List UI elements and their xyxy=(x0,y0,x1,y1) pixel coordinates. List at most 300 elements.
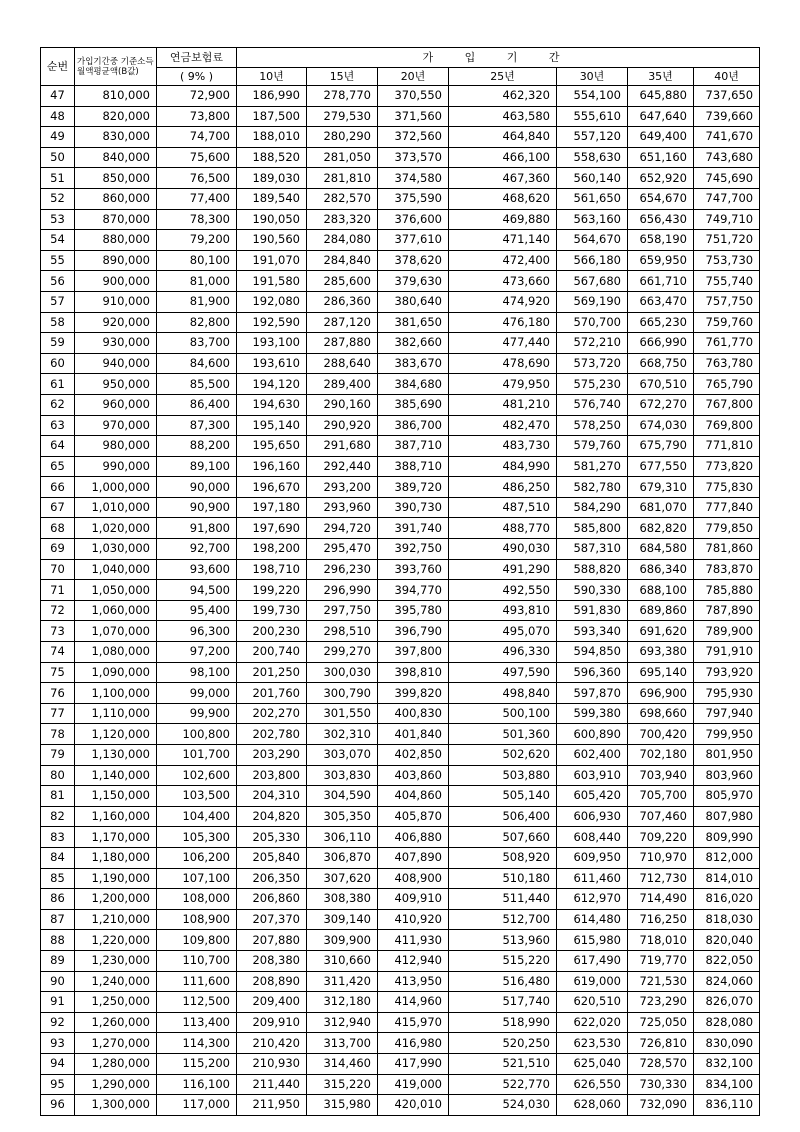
period-30y-cell: 619,000 xyxy=(557,971,628,992)
period-15y-cell: 315,980 xyxy=(307,1095,378,1116)
period-20y-cell: 382,660 xyxy=(378,333,449,354)
period-25y-cell: 473,660 xyxy=(449,271,557,292)
period-40y-cell: 751,720 xyxy=(694,230,760,251)
table-row xyxy=(41,456,760,477)
period-35y-cell: 645,880 xyxy=(628,86,694,107)
seq-cell: 71 xyxy=(41,580,75,601)
period-35y-cell: 659,950 xyxy=(628,250,694,271)
period-35y-cell: 714,490 xyxy=(628,889,694,910)
period-10y-cell: 195,650 xyxy=(237,436,307,457)
premium-cell: 94,500 xyxy=(157,580,237,601)
premium-cell: 114,300 xyxy=(157,1033,237,1054)
premium-cell: 109,800 xyxy=(157,930,237,951)
period-15y-cell: 290,160 xyxy=(307,394,378,415)
premium-cell: 103,500 xyxy=(157,786,237,807)
income-cell: 1,230,000 xyxy=(75,950,157,971)
period-15y-cell: 282,570 xyxy=(307,188,378,209)
period-25y-cell: 469,880 xyxy=(449,209,557,230)
period-20y-cell: 404,860 xyxy=(378,786,449,807)
period-20y-cell: 400,830 xyxy=(378,703,449,724)
period-25y-cell: 482,470 xyxy=(449,415,557,436)
period-40y-cell: 803,960 xyxy=(694,765,760,786)
period-15y-cell: 314,460 xyxy=(307,1053,378,1074)
period-30y-cell: 590,330 xyxy=(557,580,628,601)
seq-cell: 90 xyxy=(41,971,75,992)
period-20y-cell: 396,790 xyxy=(378,621,449,642)
income-cell: 1,080,000 xyxy=(75,642,157,663)
period-40y-cell: 763,780 xyxy=(694,353,760,374)
period-10y-cell: 187,500 xyxy=(237,106,307,127)
income-cell: 840,000 xyxy=(75,147,157,168)
seq-cell: 68 xyxy=(41,518,75,539)
period-35y-cell: 730,330 xyxy=(628,1074,694,1095)
period-30y-cell: 567,680 xyxy=(557,271,628,292)
period-15y-cell: 286,360 xyxy=(307,291,378,312)
period-35y-cell: 700,420 xyxy=(628,724,694,745)
income-cell: 1,280,000 xyxy=(75,1053,157,1074)
period-header: 25년 xyxy=(449,68,557,86)
seq-cell: 89 xyxy=(41,950,75,971)
seq-cell: 80 xyxy=(41,765,75,786)
income-header: 가입기간중 기준소득월액평균액(B값) xyxy=(75,48,157,86)
income-cell: 970,000 xyxy=(75,415,157,436)
period-30y-cell: 561,650 xyxy=(557,188,628,209)
period-25y-cell: 520,250 xyxy=(449,1033,557,1054)
period-10y-cell: 195,140 xyxy=(237,415,307,436)
table-row xyxy=(41,1033,760,1054)
period-10y-cell: 191,580 xyxy=(237,271,307,292)
period-40y-cell: 799,950 xyxy=(694,724,760,745)
period-25y-cell: 484,990 xyxy=(449,456,557,477)
period-15y-cell: 288,640 xyxy=(307,353,378,374)
table-row xyxy=(41,271,760,292)
seq-cell: 92 xyxy=(41,1012,75,1033)
seq-cell: 85 xyxy=(41,868,75,889)
period-20y-cell: 405,870 xyxy=(378,806,449,827)
period-30y-cell: 597,870 xyxy=(557,683,628,704)
period-10y-cell: 192,590 xyxy=(237,312,307,333)
seq-cell: 47 xyxy=(41,86,75,107)
period-10y-cell: 209,910 xyxy=(237,1012,307,1033)
period-35y-cell: 705,700 xyxy=(628,786,694,807)
period-10y-cell: 210,930 xyxy=(237,1053,307,1074)
period-35y-cell: 674,030 xyxy=(628,415,694,436)
premium-cell: 89,100 xyxy=(157,456,237,477)
seq-cell: 63 xyxy=(41,415,75,436)
table-row xyxy=(41,374,760,395)
period-15y-cell: 304,590 xyxy=(307,786,378,807)
period-40y-cell: 832,100 xyxy=(694,1053,760,1074)
period-40y-cell: 812,000 xyxy=(694,847,760,868)
premium-cell: 82,800 xyxy=(157,312,237,333)
period-10y-cell: 193,100 xyxy=(237,333,307,354)
period-30y-cell: 569,190 xyxy=(557,291,628,312)
premium-cell: 101,700 xyxy=(157,745,237,766)
period-20y-cell: 388,710 xyxy=(378,456,449,477)
income-cell: 1,180,000 xyxy=(75,847,157,868)
table-row xyxy=(41,1095,760,1116)
premium-cell: 108,000 xyxy=(157,889,237,910)
seq-header: 순번 xyxy=(41,48,75,86)
period-25y-cell: 476,180 xyxy=(449,312,557,333)
seq-cell: 95 xyxy=(41,1074,75,1095)
period-25y-cell: 507,660 xyxy=(449,827,557,848)
period-30y-cell: 626,550 xyxy=(557,1074,628,1095)
period-25y-cell: 516,480 xyxy=(449,971,557,992)
period-25y-cell: 510,180 xyxy=(449,868,557,889)
period-15y-cell: 279,530 xyxy=(307,106,378,127)
income-cell: 820,000 xyxy=(75,106,157,127)
table-row xyxy=(41,765,760,786)
period-20y-cell: 373,570 xyxy=(378,147,449,168)
seq-cell: 76 xyxy=(41,683,75,704)
period-25y-cell: 462,320 xyxy=(449,86,557,107)
period-30y-cell: 579,760 xyxy=(557,436,628,457)
premium-cell: 92,700 xyxy=(157,539,237,560)
income-cell: 810,000 xyxy=(75,86,157,107)
period-30y-cell: 609,950 xyxy=(557,847,628,868)
income-cell: 1,190,000 xyxy=(75,868,157,889)
period-15y-cell: 298,510 xyxy=(307,621,378,642)
premium-cell: 102,600 xyxy=(157,765,237,786)
seq-cell: 66 xyxy=(41,477,75,498)
seq-cell: 86 xyxy=(41,889,75,910)
period-15y-cell: 285,600 xyxy=(307,271,378,292)
period-10y-cell: 210,420 xyxy=(237,1033,307,1054)
period-40y-cell: 773,820 xyxy=(694,456,760,477)
table-row xyxy=(41,415,760,436)
table-row xyxy=(41,291,760,312)
period-25y-cell: 488,770 xyxy=(449,518,557,539)
table-row xyxy=(41,827,760,848)
period-10y-cell: 199,220 xyxy=(237,580,307,601)
period-group-label: 가 입 기 간 xyxy=(422,51,574,64)
seq-cell: 73 xyxy=(41,621,75,642)
period-25y-cell: 498,840 xyxy=(449,683,557,704)
period-10y-cell: 202,270 xyxy=(237,703,307,724)
period-35y-cell: 719,770 xyxy=(628,950,694,971)
period-30y-cell: 578,250 xyxy=(557,415,628,436)
period-15y-cell: 303,070 xyxy=(307,745,378,766)
seq-cell: 72 xyxy=(41,600,75,621)
table-row xyxy=(41,106,760,127)
income-cell: 1,140,000 xyxy=(75,765,157,786)
period-15y-cell: 293,200 xyxy=(307,477,378,498)
period-40y-cell: 801,950 xyxy=(694,745,760,766)
premium-cell: 96,300 xyxy=(157,621,237,642)
period-20y-cell: 401,840 xyxy=(378,724,449,745)
period-40y-cell: 805,970 xyxy=(694,786,760,807)
table-row xyxy=(41,477,760,498)
period-30y-cell: 602,400 xyxy=(557,745,628,766)
premium-cell: 90,000 xyxy=(157,477,237,498)
period-40y-cell: 785,880 xyxy=(694,580,760,601)
period-40y-cell: 791,910 xyxy=(694,642,760,663)
premium-cell: 78,300 xyxy=(157,209,237,230)
period-10y-cell: 189,540 xyxy=(237,188,307,209)
period-40y-cell: 745,690 xyxy=(694,168,760,189)
period-35y-cell: 675,790 xyxy=(628,436,694,457)
table-row xyxy=(41,703,760,724)
period-30y-cell: 611,460 xyxy=(557,868,628,889)
period-35y-cell: 663,470 xyxy=(628,291,694,312)
period-25y-cell: 464,840 xyxy=(449,127,557,148)
period-15y-cell: 311,420 xyxy=(307,971,378,992)
period-25y-cell: 486,250 xyxy=(449,477,557,498)
period-30y-cell: 605,420 xyxy=(557,786,628,807)
period-10y-cell: 206,350 xyxy=(237,868,307,889)
period-40y-cell: 767,800 xyxy=(694,394,760,415)
period-15y-cell: 292,440 xyxy=(307,456,378,477)
table-row xyxy=(41,394,760,415)
period-10y-cell: 202,780 xyxy=(237,724,307,745)
period-15y-cell: 307,620 xyxy=(307,868,378,889)
period-20y-cell: 402,850 xyxy=(378,745,449,766)
seq-cell: 88 xyxy=(41,930,75,951)
income-cell: 1,160,000 xyxy=(75,806,157,827)
period-15y-cell: 284,840 xyxy=(307,250,378,271)
period-30y-cell: 564,670 xyxy=(557,230,628,251)
period-35y-cell: 665,230 xyxy=(628,312,694,333)
period-20y-cell: 414,960 xyxy=(378,992,449,1013)
income-cell: 890,000 xyxy=(75,250,157,271)
period-35y-cell: 725,050 xyxy=(628,1012,694,1033)
income-cell: 880,000 xyxy=(75,230,157,251)
period-20y-cell: 372,560 xyxy=(378,127,449,148)
period-30y-cell: 575,230 xyxy=(557,374,628,395)
premium-cell: 99,900 xyxy=(157,703,237,724)
period-20y-cell: 398,810 xyxy=(378,662,449,683)
period-30y-cell: 563,160 xyxy=(557,209,628,230)
premium-cell: 108,900 xyxy=(157,909,237,930)
period-10y-cell: 206,860 xyxy=(237,889,307,910)
premium-cell: 105,300 xyxy=(157,827,237,848)
seq-cell: 91 xyxy=(41,992,75,1013)
period-10y-cell: 207,370 xyxy=(237,909,307,930)
seq-cell: 77 xyxy=(41,703,75,724)
period-20y-cell: 395,780 xyxy=(378,600,449,621)
period-35y-cell: 668,750 xyxy=(628,353,694,374)
period-10y-cell: 205,330 xyxy=(237,827,307,848)
seq-cell: 64 xyxy=(41,436,75,457)
seq-cell: 87 xyxy=(41,909,75,930)
period-40y-cell: 737,650 xyxy=(694,86,760,107)
table-row xyxy=(41,642,760,663)
table-row xyxy=(41,188,760,209)
premium-cell: 73,800 xyxy=(157,106,237,127)
period-30y-cell: 555,610 xyxy=(557,106,628,127)
period-35y-cell: 658,190 xyxy=(628,230,694,251)
period-30y-cell: 591,830 xyxy=(557,600,628,621)
period-20y-cell: 403,860 xyxy=(378,765,449,786)
period-20y-cell: 415,970 xyxy=(378,1012,449,1033)
table-row xyxy=(41,806,760,827)
table-row xyxy=(41,497,760,518)
period-15y-cell: 283,320 xyxy=(307,209,378,230)
period-35y-cell: 728,570 xyxy=(628,1053,694,1074)
period-25y-cell: 515,220 xyxy=(449,950,557,971)
period-35y-cell: 670,510 xyxy=(628,374,694,395)
period-20y-cell: 397,800 xyxy=(378,642,449,663)
period-10y-cell: 200,230 xyxy=(237,621,307,642)
period-25y-cell: 524,030 xyxy=(449,1095,557,1116)
period-25y-cell: 501,360 xyxy=(449,724,557,745)
period-30y-cell: 558,630 xyxy=(557,147,628,168)
income-cell: 1,010,000 xyxy=(75,497,157,518)
period-15y-cell: 301,550 xyxy=(307,703,378,724)
period-30y-cell: 599,380 xyxy=(557,703,628,724)
income-cell: 1,290,000 xyxy=(75,1074,157,1095)
period-35y-cell: 672,270 xyxy=(628,394,694,415)
table-row xyxy=(41,600,760,621)
premium-cell: 106,200 xyxy=(157,847,237,868)
period-25y-cell: 512,700 xyxy=(449,909,557,930)
period-35y-cell: 698,660 xyxy=(628,703,694,724)
period-10y-cell: 197,180 xyxy=(237,497,307,518)
period-15y-cell: 310,660 xyxy=(307,950,378,971)
table-row xyxy=(41,745,760,766)
period-30y-cell: 622,020 xyxy=(557,1012,628,1033)
table-row xyxy=(41,930,760,951)
income-cell: 1,070,000 xyxy=(75,621,157,642)
income-cell: 1,170,000 xyxy=(75,827,157,848)
period-25y-cell: 472,400 xyxy=(449,250,557,271)
table-row xyxy=(41,909,760,930)
period-40y-cell: 743,680 xyxy=(694,147,760,168)
period-30y-cell: 615,980 xyxy=(557,930,628,951)
period-35y-cell: 647,640 xyxy=(628,106,694,127)
premium-cell: 97,200 xyxy=(157,642,237,663)
period-25y-cell: 521,510 xyxy=(449,1053,557,1074)
period-15y-cell: 281,050 xyxy=(307,147,378,168)
period-20y-cell: 408,900 xyxy=(378,868,449,889)
premium-cell: 84,600 xyxy=(157,353,237,374)
seq-cell: 81 xyxy=(41,786,75,807)
period-35y-cell: 716,250 xyxy=(628,909,694,930)
income-cell: 910,000 xyxy=(75,291,157,312)
premium-cell: 95,400 xyxy=(157,600,237,621)
premium-cell: 80,100 xyxy=(157,250,237,271)
period-25y-cell: 500,100 xyxy=(449,703,557,724)
period-10y-cell: 194,630 xyxy=(237,394,307,415)
period-25y-cell: 477,440 xyxy=(449,333,557,354)
period-10y-cell: 205,840 xyxy=(237,847,307,868)
period-25y-cell: 511,440 xyxy=(449,889,557,910)
period-group-header xyxy=(237,48,760,68)
period-25y-cell: 503,880 xyxy=(449,765,557,786)
period-35y-cell: 652,920 xyxy=(628,168,694,189)
period-35y-cell: 707,460 xyxy=(628,806,694,827)
table-row xyxy=(41,86,760,107)
period-30y-cell: 582,780 xyxy=(557,477,628,498)
period-40y-cell: 826,070 xyxy=(694,992,760,1013)
period-15y-cell: 281,810 xyxy=(307,168,378,189)
period-15y-cell: 305,350 xyxy=(307,806,378,827)
period-35y-cell: 689,860 xyxy=(628,600,694,621)
period-40y-cell: 739,660 xyxy=(694,106,760,127)
period-40y-cell: 771,810 xyxy=(694,436,760,457)
period-15y-cell: 280,290 xyxy=(307,127,378,148)
period-15y-cell: 287,120 xyxy=(307,312,378,333)
table-row xyxy=(41,209,760,230)
premium-cell: 116,100 xyxy=(157,1074,237,1095)
period-30y-cell: 594,850 xyxy=(557,642,628,663)
income-cell: 1,110,000 xyxy=(75,703,157,724)
period-25y-cell: 478,690 xyxy=(449,353,557,374)
period-20y-cell: 411,930 xyxy=(378,930,449,951)
period-15y-cell: 299,270 xyxy=(307,642,378,663)
period-30y-cell: 608,440 xyxy=(557,827,628,848)
premium-cell: 72,900 xyxy=(157,86,237,107)
seq-cell: 56 xyxy=(41,271,75,292)
period-40y-cell: 783,870 xyxy=(694,559,760,580)
premium-cell: 99,000 xyxy=(157,683,237,704)
table-row xyxy=(41,786,760,807)
period-20y-cell: 370,550 xyxy=(378,86,449,107)
seq-cell: 48 xyxy=(41,106,75,127)
premium-cell: 104,400 xyxy=(157,806,237,827)
period-15y-cell: 284,080 xyxy=(307,230,378,251)
seq-cell: 65 xyxy=(41,456,75,477)
period-35y-cell: 709,220 xyxy=(628,827,694,848)
period-25y-cell: 492,550 xyxy=(449,580,557,601)
period-30y-cell: 623,530 xyxy=(557,1033,628,1054)
period-40y-cell: 779,850 xyxy=(694,518,760,539)
period-35y-cell: 649,400 xyxy=(628,127,694,148)
period-15y-cell: 306,110 xyxy=(307,827,378,848)
period-10y-cell: 191,070 xyxy=(237,250,307,271)
premium-cell: 77,400 xyxy=(157,188,237,209)
period-40y-cell: 781,860 xyxy=(694,539,760,560)
period-30y-cell: 612,970 xyxy=(557,889,628,910)
premium-cell: 87,300 xyxy=(157,415,237,436)
period-30y-cell: 560,140 xyxy=(557,168,628,189)
period-25y-cell: 496,330 xyxy=(449,642,557,663)
period-40y-cell: 765,790 xyxy=(694,374,760,395)
income-cell: 1,030,000 xyxy=(75,539,157,560)
income-cell: 1,040,000 xyxy=(75,559,157,580)
premium-cell: 86,400 xyxy=(157,394,237,415)
table-row xyxy=(41,168,760,189)
seq-cell: 70 xyxy=(41,559,75,580)
period-25y-cell: 522,770 xyxy=(449,1074,557,1095)
period-30y-cell: 600,890 xyxy=(557,724,628,745)
period-30y-cell: 585,800 xyxy=(557,518,628,539)
period-15y-cell: 300,030 xyxy=(307,662,378,683)
table-row xyxy=(41,333,760,354)
period-20y-cell: 406,880 xyxy=(378,827,449,848)
income-cell: 1,210,000 xyxy=(75,909,157,930)
seq-cell: 79 xyxy=(41,745,75,766)
premium-cell: 85,500 xyxy=(157,374,237,395)
table-row xyxy=(41,127,760,148)
period-20y-cell: 378,620 xyxy=(378,250,449,271)
premium-cell: 81,900 xyxy=(157,291,237,312)
table-row xyxy=(41,250,760,271)
income-cell: 850,000 xyxy=(75,168,157,189)
period-15y-cell: 315,220 xyxy=(307,1074,378,1095)
income-cell: 1,220,000 xyxy=(75,930,157,951)
period-15y-cell: 309,140 xyxy=(307,909,378,930)
period-35y-cell: 721,530 xyxy=(628,971,694,992)
period-40y-cell: 834,100 xyxy=(694,1074,760,1095)
period-30y-cell: 581,270 xyxy=(557,456,628,477)
period-15y-cell: 295,470 xyxy=(307,539,378,560)
period-10y-cell: 203,800 xyxy=(237,765,307,786)
period-40y-cell: 793,920 xyxy=(694,662,760,683)
table-row xyxy=(41,847,760,868)
period-25y-cell: 463,580 xyxy=(449,106,557,127)
